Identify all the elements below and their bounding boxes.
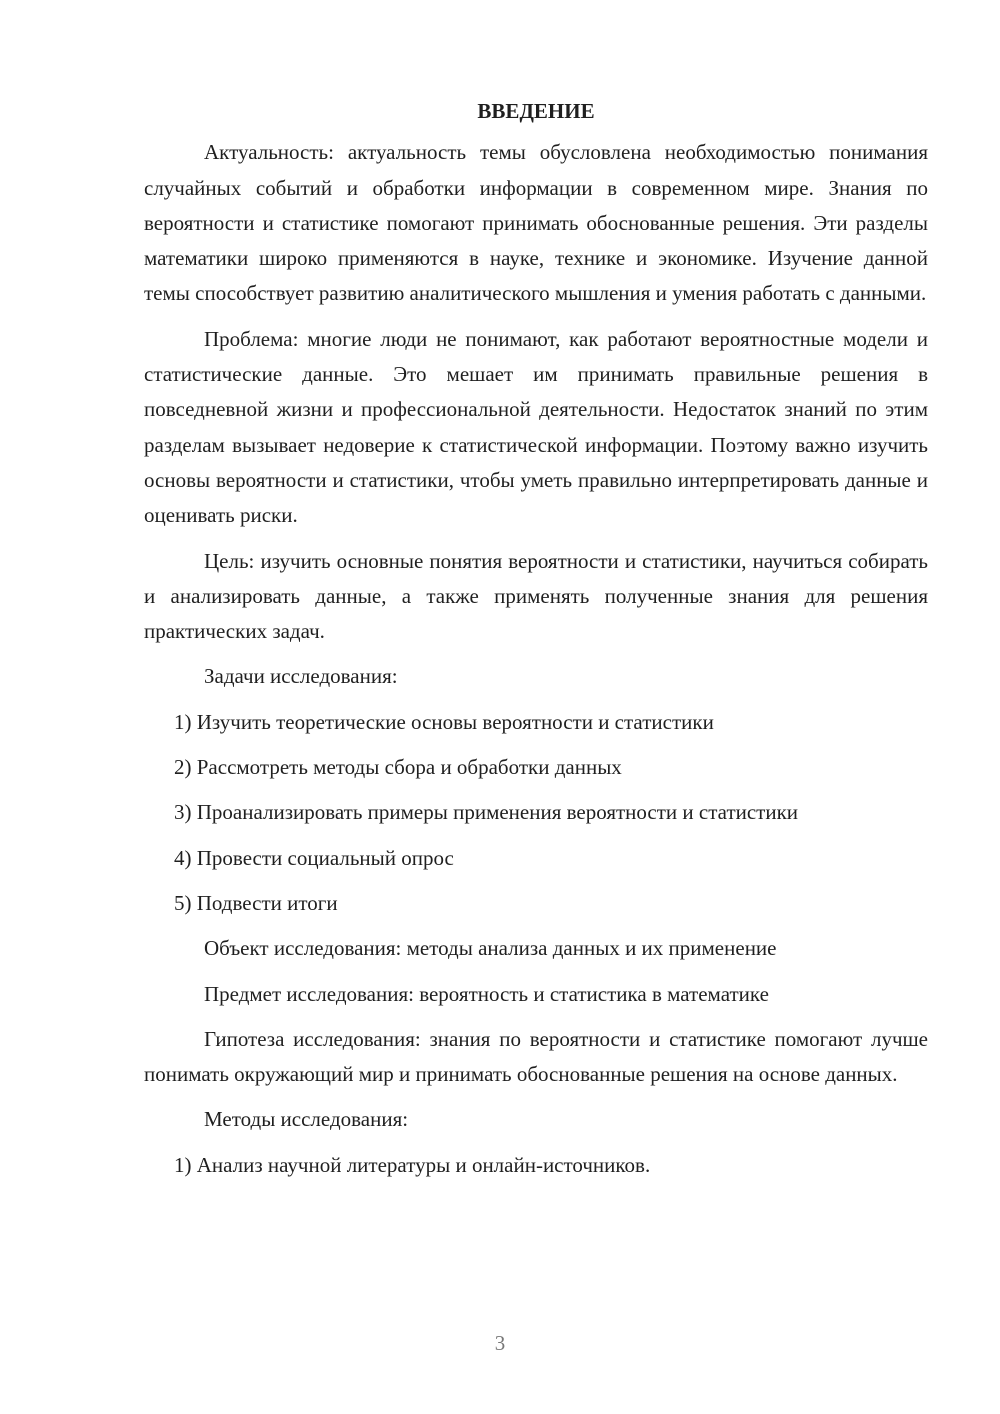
subject-line: Предмет исследования: вероятность и статистика в математике — [204, 981, 769, 1006]
list-item: 1) Изучить теоретические основы вероятности и статистики — [174, 709, 714, 734]
list-item: 4) Провести социальный опрос — [174, 845, 454, 870]
goal-paragraph: Цель: изучить основные понятия вероятности и статистики, научиться собирать и анализировать данные, а также применять полученные знания для решения практических задач. — [144, 548, 928, 644]
list-item: 3) Проанализировать примеры применения вероятности и статистики — [174, 800, 799, 825]
tasks-title: Задачи исследования: — [204, 664, 398, 689]
list-item: 5) Подвести итоги — [174, 890, 338, 915]
document-page — [144, 94, 928, 1193]
tasks-list — [144, 705, 928, 921]
page-number: 3 — [494, 1331, 506, 1355]
hypothesis-paragraph: Гипотеза исследования: знания по вероятности и статистике помогают лучше понимать окружающий мир и принимать обоснованные решения на основе данных. — [144, 1026, 928, 1087]
page-title: ВВЕДЕНИЕ — [477, 99, 595, 123]
problem-paragraph: Проблема: многие люди не понимают, как работают вероятностные модели и статистические данные. Это мешает им принимать правильные решения в повседневной жизни и профессиональной деятельности. Недостаток знаний по этим разделам вызывает недоверие к статистической информации. Поэтому важно изучить основы вероятности и статистики, чтобы уметь правильно интерпретировать данные и оценивать риски. — [144, 326, 928, 528]
list-item: 1) Анализ научной литературы и онлайн-источников. — [174, 1152, 651, 1177]
list-item: 2) Рассмотреть методы сбора и обработки данных — [174, 755, 622, 780]
methods-title: Методы исследования: — [204, 1107, 409, 1132]
object-line: Объект исследования: методы анализа данных и их применение — [204, 936, 777, 961]
methods-list — [144, 1148, 928, 1183]
relevance-paragraph: Актуальность: актуальность темы обусловлена необходимостью понимания случайных событий и обработки информации в современном мире. Знания по вероятности и статистике помогают принимать обоснованные решения. Эти разделы математики широко применяются в науке, технике и экономике. Изучение данной темы способствует развитию аналитического мышления и умения работать с данными. — [144, 140, 928, 306]
